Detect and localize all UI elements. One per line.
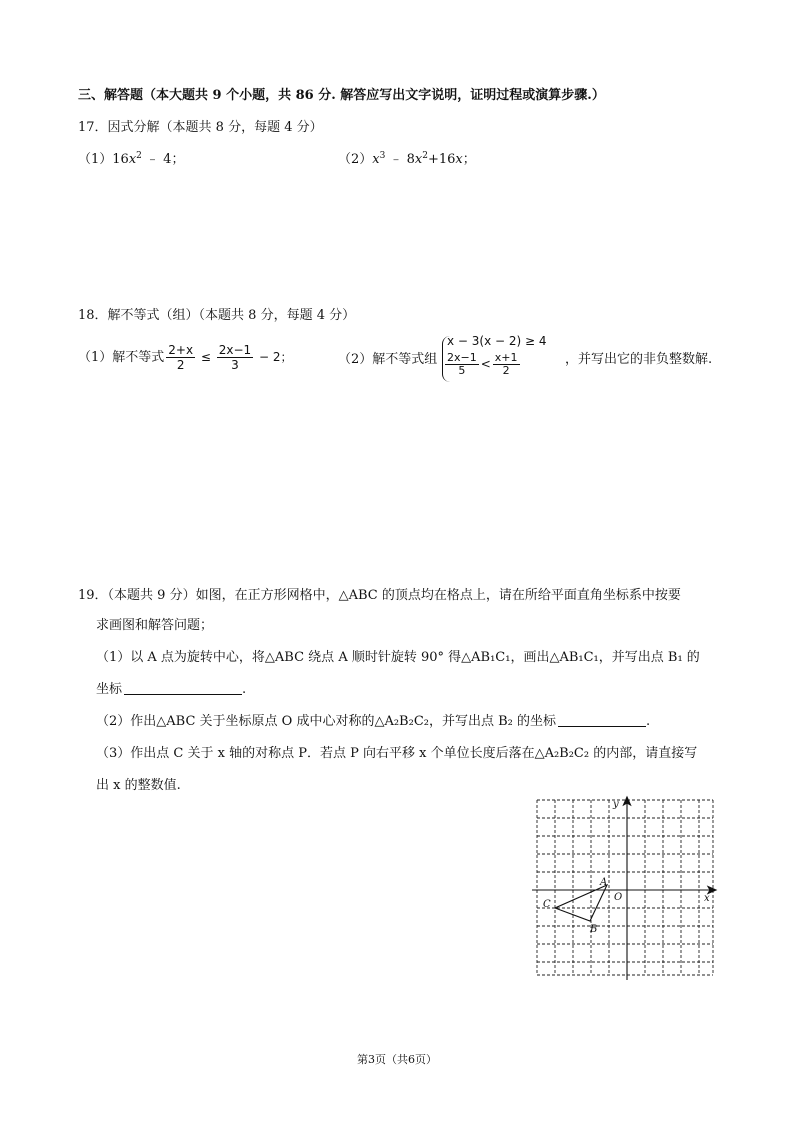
fraction: $\frac{2x-1}{5}$ (447, 351, 477, 377)
q19-part3-line2: 出 x 的整数值. (96, 778, 181, 793)
q17-title: 17．因式分解（本题共 8 分，每题 4 分） (78, 120, 323, 135)
point-c-label: C (543, 899, 551, 910)
q19-part3-line1: （3）作出点 C 关于 x 轴的对称点 P．若点 P 向右平移 x 个单位长度后落在△A₂B₂C₂ 的内部，请直接写 (96, 746, 698, 761)
q17-part1: $(1)16x^2$ ﹣ 4； (78, 151, 185, 167)
q19-line2: 求画图和解答问题； (96, 618, 214, 633)
fraction: $\frac{x+1}{2}$ (494, 351, 518, 377)
point-a-label: A (600, 877, 608, 888)
section-header: 三、解答题（本大题共 9 个小题，共 86 分. 解答应写出文字说明，证明过程或演算步骤.） (78, 88, 605, 103)
answer-blank[interactable] (558, 714, 646, 727)
origin-label: O (614, 892, 623, 903)
q18-part2-tail: ，并写出它的非负整数解. (565, 352, 713, 367)
fraction: $\frac{2x-1}{3}$ (218, 343, 252, 372)
q18-part1: （1）解不等式 $\frac{2+x}{2}$ ≤ $\frac{2x-1}{3}$ − 2； (78, 343, 293, 372)
point-b-label: B (590, 924, 598, 935)
q19-part1-line1: （1）以 A 点为旋转中心，将△ABC 绕点 A 顺时针旋转 90° 得△AB₁C₁，画出△AB₁C₁，并写出点 B₁ 的 (96, 650, 700, 665)
y-axis-label: y (613, 799, 619, 810)
q18-title: 18．解不等式（组）（本题共 8 分，每题 4 分） (78, 308, 356, 323)
page-footer: 第3页（共6页） (357, 1053, 437, 1066)
system-line-2: $\frac{2x-1}{5}$ < $\frac{x+1}{2}$ (447, 351, 518, 377)
fraction: $\frac{2+x}{2}$ (168, 343, 194, 372)
q19-part1-line2: 坐标 . (96, 682, 247, 697)
coordinate-grid-figure (532, 795, 722, 980)
q17-part2: $(2)x^3$ ﹣ $8x^2+16x$； (338, 151, 476, 167)
q19-part2: （2）作出△ABC 关于坐标原点 O 成中心对称的△A₂B₂C₂，并写出点 B₂ 的坐标 . (96, 714, 651, 729)
grid-lines (537, 800, 713, 975)
q18-part2-label: （2）解不等式组 (338, 352, 438, 367)
x-axis-label: x (704, 893, 710, 904)
q19-line1: 19．（本题共 9 分）如图，在正方形网格中，△ABC 的顶点均在格点上，请在所给平面直角坐标系中按要 (78, 588, 681, 603)
system-line-1: x − 3(x − 2) ≥ 4 (447, 334, 547, 348)
answer-blank[interactable] (124, 682, 242, 695)
